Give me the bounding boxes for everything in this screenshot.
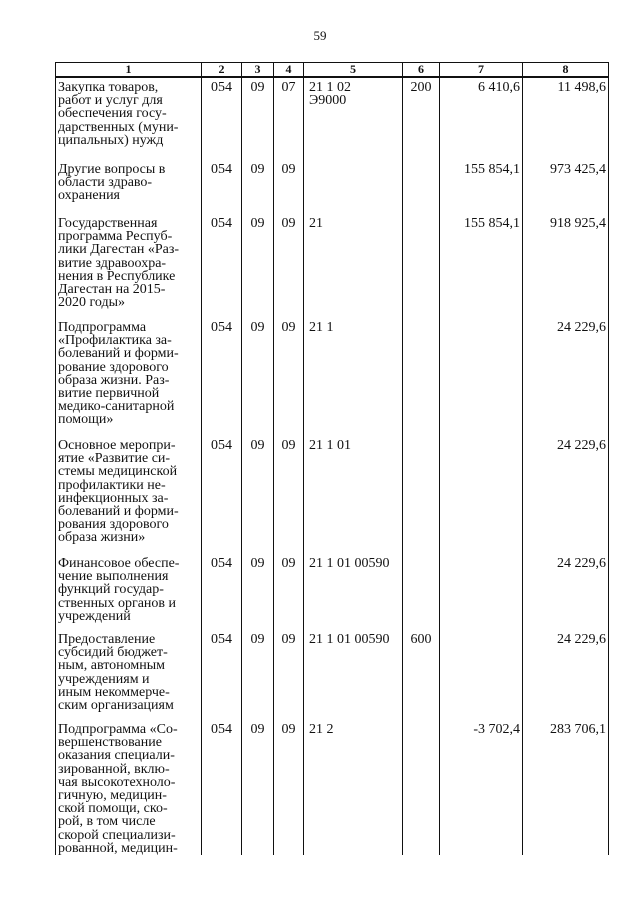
row-amount-total bbox=[523, 160, 609, 214]
row-section-code bbox=[242, 77, 274, 160]
row-target-article-text: 21 1 02 Э9000 bbox=[309, 80, 351, 109]
row-amount-change-text: 155 854,1 bbox=[464, 216, 520, 231]
row-amount-change bbox=[440, 436, 523, 554]
budget-table bbox=[55, 62, 609, 855]
row-amount-change-text: 6 410,6 bbox=[478, 80, 520, 95]
table-row bbox=[56, 554, 609, 630]
row-expense-type bbox=[403, 554, 440, 630]
row-expense-type-text: 600 bbox=[410, 632, 432, 647]
row-target-article-text: 21 1 01 bbox=[309, 438, 351, 453]
row-name-text: Предоставление субсидий бюджет- ным, автономным учреждениям и иным некоммерче- ским организациям bbox=[58, 632, 174, 714]
row-ministry-code-text: 054 bbox=[211, 80, 232, 95]
row-ministry-code bbox=[202, 720, 242, 855]
row-amount-change bbox=[440, 318, 523, 436]
row-section-code-text: 09 bbox=[250, 162, 265, 177]
table-row bbox=[56, 214, 609, 318]
row-ministry-code-text: 054 bbox=[211, 162, 232, 177]
column-header-1: 1 bbox=[56, 63, 202, 78]
row-subsection-code bbox=[274, 630, 304, 720]
row-amount-change bbox=[440, 77, 523, 160]
row-subsection-code-text: 09 bbox=[281, 556, 296, 571]
row-target-article bbox=[304, 630, 403, 720]
row-subsection-code-text: 09 bbox=[281, 162, 296, 177]
row-subsection-code bbox=[274, 214, 304, 318]
row-name-text: Финансовое обеспе- чение выполнения функций государ- ственных органов и учреждений bbox=[58, 556, 180, 624]
row-target-article-text: 21 2 bbox=[309, 722, 334, 737]
row-ministry-code bbox=[202, 318, 242, 436]
row-target-article bbox=[304, 318, 403, 436]
row-section-code bbox=[242, 160, 274, 214]
row-amount-total-text: 11 498,6 bbox=[557, 80, 606, 95]
column-header-5: 5 bbox=[304, 63, 403, 78]
row-amount-total bbox=[523, 720, 609, 855]
column-header-4: 4 bbox=[274, 63, 304, 78]
row-name bbox=[56, 720, 202, 855]
column-header-7: 7 bbox=[440, 63, 523, 78]
row-name bbox=[56, 214, 202, 318]
row-target-article bbox=[304, 720, 403, 855]
row-subsection-code-text: 09 bbox=[281, 632, 296, 647]
row-name-text: Другие вопросы в области здраво- охранения bbox=[58, 162, 166, 204]
row-amount-total bbox=[523, 318, 609, 436]
row-amount-total bbox=[523, 554, 609, 630]
row-target-article bbox=[304, 554, 403, 630]
row-subsection-code-text: 09 bbox=[281, 320, 296, 335]
row-expense-type-text: 200 bbox=[410, 80, 432, 95]
row-target-article bbox=[304, 77, 403, 160]
row-ministry-code bbox=[202, 77, 242, 160]
row-ministry-code bbox=[202, 160, 242, 214]
row-ministry-code-text: 054 bbox=[211, 320, 232, 335]
row-target-article-text: 21 1 bbox=[309, 320, 334, 335]
row-section-code bbox=[242, 720, 274, 855]
row-subsection-code-text: 07 bbox=[281, 80, 296, 95]
row-ministry-code-text: 054 bbox=[211, 216, 232, 231]
row-ministry-code bbox=[202, 554, 242, 630]
row-section-code bbox=[242, 436, 274, 554]
table-header-row bbox=[56, 63, 609, 78]
row-ministry-code bbox=[202, 630, 242, 720]
row-target-article-text: 21 bbox=[309, 216, 323, 231]
row-subsection-code bbox=[274, 318, 304, 436]
row-amount-total-text: 918 925,4 bbox=[550, 216, 606, 231]
row-section-code-text: 09 bbox=[250, 722, 265, 737]
page-number: 59 bbox=[313, 28, 327, 43]
row-ministry-code-text: 054 bbox=[211, 438, 232, 453]
row-subsection-code bbox=[274, 720, 304, 855]
row-name bbox=[56, 318, 202, 436]
row-amount-change-text: 155 854,1 bbox=[464, 162, 520, 177]
row-name-text: Подпрограмма «Со- вершенствование оказания специали- зированной, вклю- чая высокотехноло- гичную, медицин- ской помощи, ско- рой, в том числе скорой специализи- рованной, медицин- bbox=[58, 722, 178, 856]
row-subsection-code bbox=[274, 436, 304, 554]
row-amount-change bbox=[440, 214, 523, 318]
row-ministry-code-text: 054 bbox=[211, 556, 232, 571]
row-ministry-code-text: 054 bbox=[211, 632, 232, 647]
row-section-code-text: 09 bbox=[250, 320, 265, 335]
row-name bbox=[56, 160, 202, 214]
row-section-code bbox=[242, 214, 274, 318]
column-header-2: 2 bbox=[202, 63, 242, 78]
row-name bbox=[56, 630, 202, 720]
row-subsection-code bbox=[274, 160, 304, 214]
row-amount-total-text: 24 229,6 bbox=[557, 438, 606, 453]
row-amount-change bbox=[440, 554, 523, 630]
row-section-code-text: 09 bbox=[250, 632, 265, 647]
row-target-article bbox=[304, 214, 403, 318]
row-target-article bbox=[304, 160, 403, 214]
row-ministry-code bbox=[202, 214, 242, 318]
row-amount-change bbox=[440, 160, 523, 214]
row-section-code bbox=[242, 554, 274, 630]
table-row bbox=[56, 630, 609, 720]
row-subsection-code-text: 09 bbox=[281, 216, 296, 231]
row-name-text: Подпрограмма «Профилактика за- болеваний и форми- рование здорового образа жизни. Раз- витие первичной медико-санитарной помощи» bbox=[58, 320, 179, 428]
column-header-8: 8 bbox=[523, 63, 609, 78]
row-expense-type bbox=[403, 77, 440, 160]
row-subsection-code bbox=[274, 554, 304, 630]
table-body bbox=[56, 77, 609, 855]
table-row bbox=[56, 720, 609, 855]
row-amount-total-text: 24 229,6 bbox=[557, 320, 606, 335]
row-amount-change-text: -3 702,4 bbox=[473, 722, 520, 737]
row-expense-type bbox=[403, 720, 440, 855]
row-subsection-code bbox=[274, 77, 304, 160]
row-amount-change bbox=[440, 720, 523, 855]
row-section-code-text: 09 bbox=[250, 556, 265, 571]
row-name-text: Основное меропри- ятие «Развитие си- стемы медицинской профилактики не- инфекционных за- болеваний и форми- рования здорового образа жизни» bbox=[58, 438, 179, 546]
table-row bbox=[56, 160, 609, 214]
row-name-text: Государственная программа Респуб- лики Дагестан «Раз- витие здравоохра- нения в Республике Дагестан на 2015- 2020 годы» bbox=[58, 216, 180, 311]
row-name bbox=[56, 77, 202, 160]
row-section-code bbox=[242, 630, 274, 720]
table-row bbox=[56, 77, 609, 160]
row-subsection-code-text: 09 bbox=[281, 722, 296, 737]
row-section-code-text: 09 bbox=[250, 438, 265, 453]
row-expense-type bbox=[403, 630, 440, 720]
row-subsection-code-text: 09 bbox=[281, 438, 296, 453]
row-target-article-text: 21 1 01 00590 bbox=[309, 632, 390, 647]
row-expense-type bbox=[403, 160, 440, 214]
column-header-3: 3 bbox=[242, 63, 274, 78]
row-target-article-text: 21 1 01 00590 bbox=[309, 556, 390, 571]
row-amount-total-text: 24 229,6 bbox=[557, 556, 606, 571]
row-name bbox=[56, 436, 202, 554]
row-amount-total bbox=[523, 77, 609, 160]
row-section-code bbox=[242, 318, 274, 436]
row-section-code-text: 09 bbox=[250, 216, 265, 231]
row-amount-total bbox=[523, 630, 609, 720]
row-expense-type bbox=[403, 318, 440, 436]
row-section-code-text: 09 bbox=[250, 80, 265, 95]
row-ministry-code bbox=[202, 436, 242, 554]
row-amount-total-text: 973 425,4 bbox=[550, 162, 606, 177]
row-expense-type bbox=[403, 214, 440, 318]
row-target-article bbox=[304, 436, 403, 554]
row-amount-total-text: 24 229,6 bbox=[557, 632, 606, 647]
table-row bbox=[56, 318, 609, 436]
table-row bbox=[56, 436, 609, 554]
row-amount-total bbox=[523, 436, 609, 554]
row-expense-type bbox=[403, 436, 440, 554]
row-amount-change bbox=[440, 630, 523, 720]
row-name-text: Закупка товаров, работ и услуг для обеспечения госу- дарственных (муни- ципальных) нужд bbox=[58, 80, 179, 148]
row-amount-total-text: 283 706,1 bbox=[550, 722, 606, 737]
row-ministry-code-text: 054 bbox=[211, 722, 232, 737]
row-amount-total bbox=[523, 214, 609, 318]
column-header-6: 6 bbox=[403, 63, 440, 78]
row-name bbox=[56, 554, 202, 630]
